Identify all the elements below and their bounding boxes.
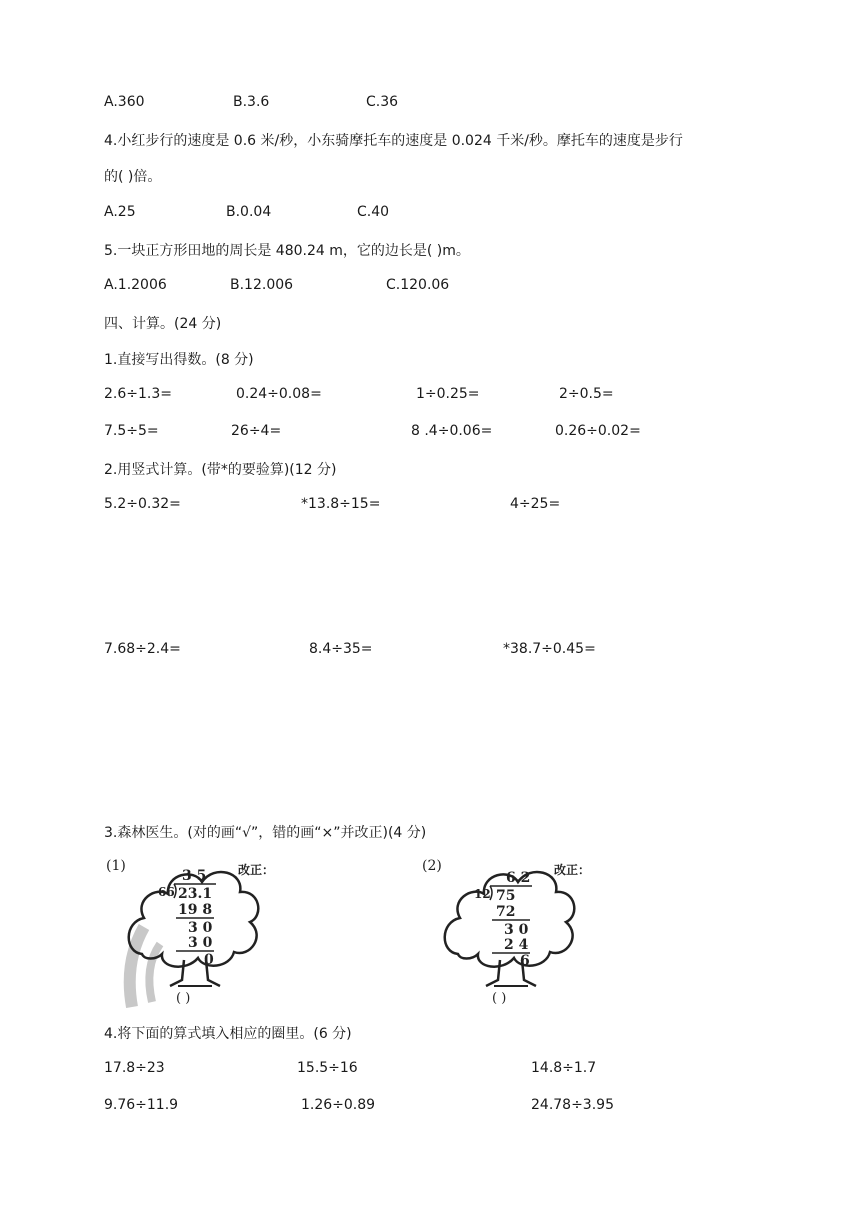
q4-text-line2: 的( )倍。 <box>104 169 162 185</box>
q5-option-c: C.120.06 <box>386 277 450 293</box>
tree-2-correction-label: 改正： <box>554 863 591 877</box>
vertical-calc-item: *13.8÷15= <box>301 496 381 512</box>
vertical-calc-item: 8.4÷35= <box>309 641 373 657</box>
q3-option-c: C.36 <box>366 94 399 110</box>
oral-calc-item: 2÷0.5= <box>559 386 614 402</box>
q3-option-a: A.360 <box>104 94 145 110</box>
expression-item: 14.8÷1.7 <box>531 1060 597 1076</box>
tree-1-step: 3 0 <box>188 935 213 951</box>
tree-2-step: 6 <box>520 953 530 969</box>
tree-2-label: (2) <box>422 858 442 874</box>
tree-2-step: 72 <box>496 904 516 920</box>
tree-2-quotient: 6.2 <box>506 870 531 886</box>
tree-1-dividend: 23.1 <box>178 886 213 902</box>
expression-item: 15.5÷16 <box>297 1060 358 1076</box>
q5-text: 5.一块正方形田地的周长是 480.24 m，它的边长是( )m。 <box>104 243 470 259</box>
part3-title: 3.森林医生。(对的画“√”，错的画“×”并改正)(4 分) <box>104 825 427 841</box>
expression-item: 9.76÷11.9 <box>104 1097 179 1113</box>
tree-1-correction-label: 改正： <box>238 863 275 877</box>
oral-calc-item: 26÷4= <box>231 423 282 439</box>
q3-option-b: B.3.6 <box>233 94 270 110</box>
vertical-calc-item: 5.2÷0.32= <box>104 496 181 512</box>
q4-option-a: A.25 <box>104 204 136 220</box>
tree-1-step: 0 <box>204 952 214 968</box>
q4-option-b: B.0.04 <box>226 204 272 220</box>
oral-calc-item: 8 .4÷0.06= <box>411 423 493 439</box>
tree-diagram-1 <box>104 852 304 1016</box>
expression-item: 17.8÷23 <box>104 1060 165 1076</box>
q5-option-b: B.12.006 <box>230 277 294 293</box>
tree-1-step: 3 0 <box>188 920 213 936</box>
tree-1-divisor: 66 <box>158 885 175 899</box>
expression-item: 1.26÷0.89 <box>301 1097 376 1113</box>
vertical-calc-item: 7.68÷2.4= <box>104 641 181 657</box>
vertical-calc-item: 4÷25= <box>510 496 561 512</box>
tree-1-label: (1) <box>106 858 126 874</box>
q5-option-a: A.1.2006 <box>104 277 167 293</box>
tree-2-step: 2 4 <box>504 937 529 953</box>
expression-item: 24.78÷3.95 <box>531 1097 614 1113</box>
tree-1-answer-paren: ( ) <box>176 991 191 1006</box>
oral-calc-item: 0.24÷0.08= <box>236 386 322 402</box>
tree-2-answer-paren: ( ) <box>492 991 507 1006</box>
oral-calc-item: 7.5÷5= <box>104 423 159 439</box>
q4-text-line1: 4.小红步行的速度是 0.6 米/秒，小东骑摩托车的速度是 0.024 千米/秒。摩托车的速度是步行 <box>104 133 683 149</box>
tree-2-divisor: 12 <box>474 887 491 901</box>
oral-calc-item: 0.26÷0.02= <box>555 423 641 439</box>
part1-title: 1.直接写出得数。(8 分) <box>104 352 254 368</box>
part4-title: 4.将下面的算式填入相应的圈里。(6 分) <box>104 1026 352 1042</box>
tree-diagram-2 <box>420 852 620 1016</box>
vertical-calc-item: *38.7÷0.45= <box>503 641 596 657</box>
q4-option-c: C.40 <box>357 204 390 220</box>
oral-calc-item: 1÷0.25= <box>416 386 480 402</box>
tree-1-quotient: 3 5 <box>182 868 207 884</box>
part2-title: 2.用竖式计算。(带*的要验算)(12 分) <box>104 462 337 478</box>
tree-2-step: 3 0 <box>504 922 529 938</box>
oral-calc-item: 2.6÷1.3= <box>104 386 172 402</box>
tree-2-dividend: 75 <box>496 888 516 904</box>
tree-1-step: 19 8 <box>178 902 213 918</box>
section-title: 四、计算。(24 分) <box>104 316 222 332</box>
